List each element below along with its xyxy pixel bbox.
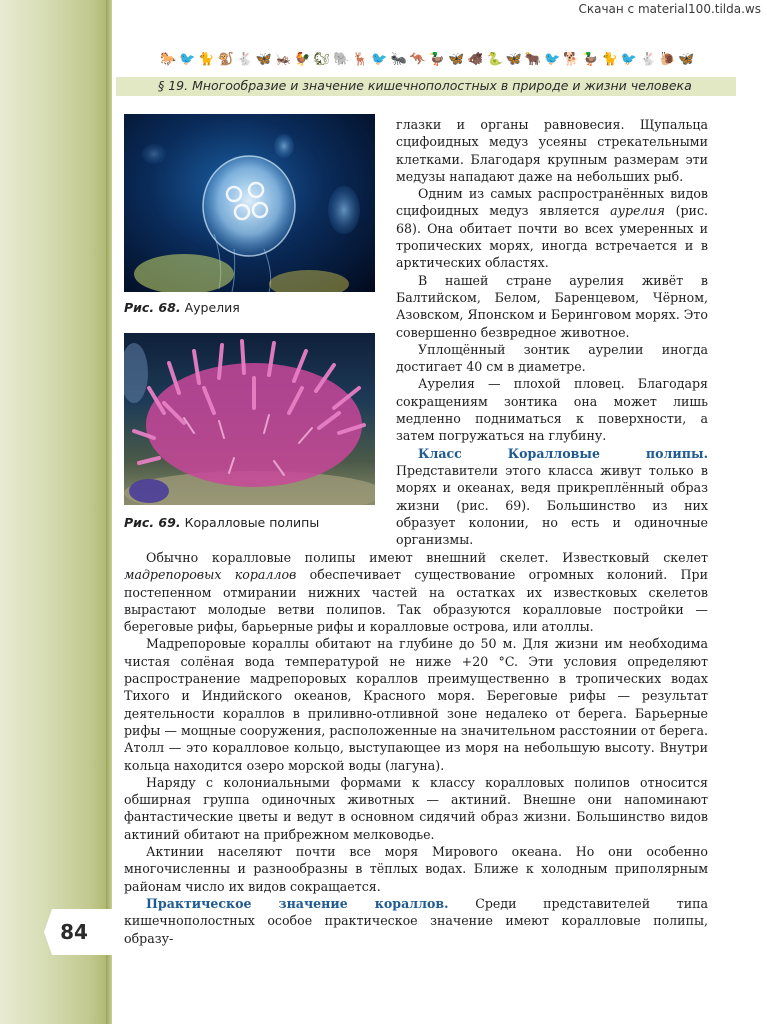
- text-run: Представители этого класса живут только в морях и океанах, ведя прикреплённый образ жизни (рис. 69). Большинство из них образует колонии, но есть и одиночные организмы.: [396, 462, 708, 548]
- book-spine: [0, 0, 112, 1024]
- paragraph: [396, 445, 708, 549]
- text-run: Одним из самых распространённых видов сцифоидных медуз является: [396, 186, 708, 219]
- jellyfish-illustration: [124, 114, 375, 292]
- figure-69-label: Рис. 69.: [124, 515, 181, 530]
- subheading-practical-value: Практическое значение кораллов.: [146, 895, 449, 911]
- spine-edge: [106, 0, 112, 1024]
- paragraph: Наряду с колониальными формами к классу коралловых полипов относится обширная группа одиночных животных — актиний. Внешне они напоминают фантастические цветы и ведут в основном сидячий образ жизни. Большинство видов актиний обитают на прибрежном мелководье.: [124, 774, 708, 842]
- paragraph: глазки и органы равновесия. Щупальца сцифоидных медуз усеяны стрекательными клетками. Благодаря крупным размерам эти медузы нападают даже на небольших рыб.: [396, 117, 708, 184]
- term-aurelia: аурелия: [610, 203, 665, 219]
- paragraph: [124, 895, 708, 947]
- text-run: Среди представителей типа кишечнополостных особое практическое значение имеют коралловые полипы, образу-: [124, 895, 709, 946]
- page-number: 84: [60, 920, 88, 944]
- figure-68-text: Аурелия: [184, 300, 240, 315]
- download-note[interactable]: Скачан с material100.tilda.ws: [578, 2, 761, 16]
- text-run: обеспечивает существование огромных колоний. При постепенном отмирании нижних частей на остатках их известковых скелетов вырастают молодые ветви полипов. Так образуются коралловые постройки — береговые рифы, барьерные рифы и коралловые острова, или атоллы.: [124, 567, 708, 635]
- paragraph: Уплощённый зонтик аурелии иногда достигает 40 см в диаметре.: [396, 341, 708, 375]
- page-number-tab: [44, 909, 112, 955]
- paragraph: Мадрепоровые кораллы обитают на глубине до 50 м. Для жизни им необходима чистая солёная вода температурой не ниже +20 °C. Эти условия определяют распространение мадрепоровых кораллов преимущественно в тропических водах Тихого и Индийского океанов, Красного моря. Береговые рифы — результат деятельности кораллов в приливно-отливной зоне недалеко от берега. Барьерные рифы — мощные сооружения, расположенные на значительном расстоянии от берега. Атолл — это коралловое кольцо, выступающее из моря на небольшую высоту. Внутри кольца находится озеро морской воды (лагуна).: [124, 636, 708, 773]
- figure-68-caption: [124, 300, 240, 315]
- subheading-coral-class: Класс Коралловые полипы.: [418, 445, 708, 461]
- figure-69-caption: [124, 515, 319, 530]
- paragraph: В нашей стране аурелия живёт в Балтийском, Белом, Баренцевом, Чёрном, Азовском, Японском и Беринговом морях. Это совершенно безвредное животное.: [396, 272, 708, 340]
- coral-illustration: [124, 333, 375, 505]
- paragraph: Актинии населяют почти все моря Мирового океана. Но они особенно многочисленны и разнообразны в тёплых водах. Ближе к холодным приполярным районам число их видов сокращается.: [124, 844, 708, 894]
- right-column-text: [396, 116, 708, 548]
- animal-silhouette-strip: 🐎🐦🐈🐒🐇🦋🦗🐓🐿🐘🦌🐦🐜🦘🦆🦋🐗🐍🦋🐂🐦🐕🦆🐈🐦🐇🐌🦋: [160, 52, 698, 67]
- figure-69-text: Коралловые полипы: [184, 515, 320, 530]
- term-madrepore-corals: мадрепоровых кораллов: [124, 567, 297, 583]
- text-run: Обычно коралловые полипы имеют внешний скелет. Известковый скелет: [146, 550, 708, 565]
- text-run: (рис. 68). Она обитает почти во всех умеренных и тропических морях, иногда встречается и в арктических областях.: [396, 203, 709, 271]
- full-width-text: [124, 549, 708, 947]
- figure-68-label: Рис. 68.: [124, 300, 181, 315]
- paragraph: Аурелия — плохой пловец. Благодаря сокращениям зонтика она может лишь медленно подниматься к поверхности, а затем погружаться на глубину.: [396, 376, 708, 444]
- paragraph: [124, 549, 708, 635]
- aurelia-photo: [124, 114, 375, 292]
- section-header: [116, 77, 736, 96]
- section-title: § 19. Многообразие и значение кишечнополостных в природе и жизни человека: [158, 78, 692, 93]
- paragraph: [396, 185, 708, 271]
- coral-polyps-photo: [124, 333, 375, 505]
